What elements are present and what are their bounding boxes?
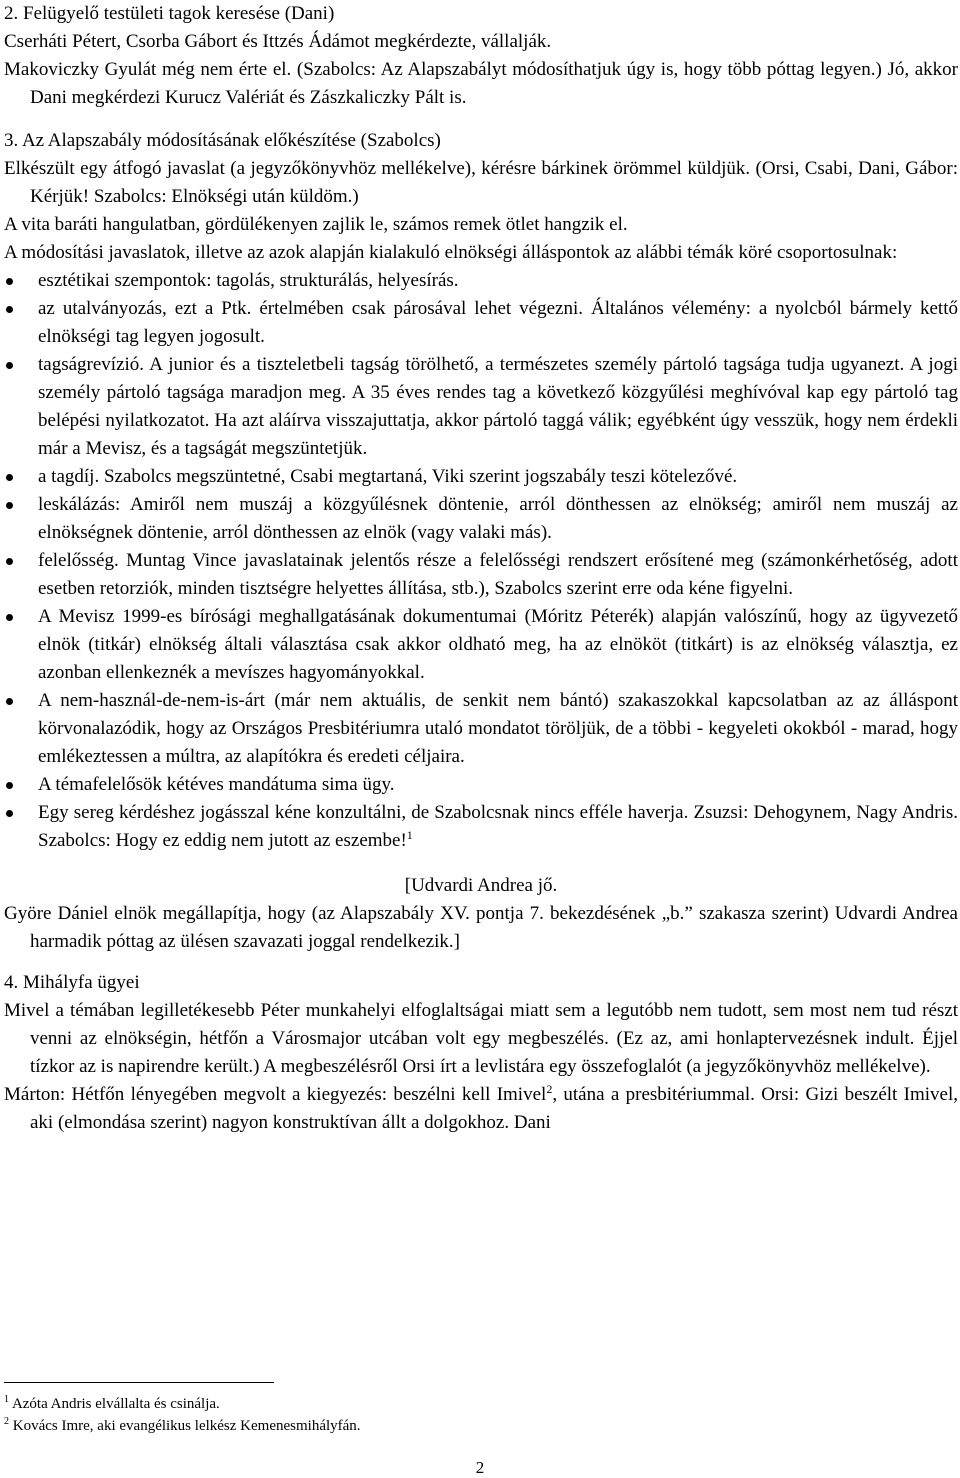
page-number: 2 [475, 1458, 485, 1477]
bullet-icon [6, 278, 13, 285]
section-3-paragraph-3: A módosítási javaslatok, illetve az azok alapján kialakuló elnökségi álláspontok az alábbi témák köré csoportosulnak: [4, 242, 898, 263]
list-item: leskálázás: Amiről nem muszáj a közgyűlésnek döntenie, arról dönthessen az elnökség; amiről nem muszáj az elnökségnek döntenie, arról dönthessen az elnök (vagy valaki más). [4, 491, 958, 547]
bullet-icon [6, 782, 13, 789]
list-item: felelősség. Muntag Vince javaslatainak jelentős része a felelősségi rendszert erősítené meg (számonkérhetőség, adott esetben retorziók, minden tisztségre helyettes állítása, stb.), Szabolcs szerint erre oda kéne figyelni. [4, 547, 958, 603]
bullet-icon [6, 502, 13, 509]
document-page [4, 0, 958, 1137]
section-2-line-1: Cserháti Pétert, Csorba Gábort és Ittzés Ádámot megkérdezte, vállalják. [4, 31, 552, 52]
section-2-heading: 2. Felügyelő testületi tagok keresése (Dani) [4, 3, 335, 24]
section-4-paragraph-1: Mivel a témában legilletékesebb Péter munkahelyi elfoglaltságai miatt sem a legutóbb nem tudott, sem most nem tud részt venni az elnökségin, hétfőn a Városmajor utcában volt egy megbeszélés. (Ez az, ami honlaptervezésnek indult. Éjjel tízkor az is napirendre került.) A megbeszélésről Orsi írt a levlistára egy összefoglalót (a jegyzőkönyvhöz mellékelve). [4, 1000, 958, 1077]
bullet-icon [6, 362, 13, 369]
list-item: A nem-használ-de-nem-is-árt (már nem aktuális, de senkit nem bántó) szakaszokkal kapcsolatban az az álláspont körvonalazódik, hogy az Országos Presbitériumra utaló mondatot töröljük, de a többi - kegyeleti okokból - marad, hogy emlékeztessen a múltra, az alapítókra és eredeti céljaira. [4, 687, 958, 771]
footnote-ref-1[interactable]: 1 [406, 828, 413, 842]
bullet-icon [6, 698, 13, 705]
list-item: esztétikai szempontok: tagolás, strukturálás, helyesírás. [4, 267, 958, 295]
bullet-icon [6, 306, 13, 313]
section-3-heading: 3. Az Alapszabály módosításának előkészítése (Szabolcs) [4, 130, 441, 151]
section-3-paragraph-1: Elkészült egy átfogó javaslat (a jegyzőkönyvhöz mellékelve), kérésre bárkinek örömmel küldjük. (Orsi, Csabi, Dani, Gábor: Kérjük! Szabolcs: Elnökségi után küldöm.) [4, 158, 958, 207]
bullet-icon [6, 558, 13, 565]
section-4-paragraph-2: Márton: Hétfőn lényegében megvolt a kiegyezés: beszélni kell Imivel$^2$, utána a presbitériummal. Orsi: Gizi beszélt Imivel, aki (elmondása szerint) nagyon konstruktívan állt a dolgokhoz. Dani [4, 1082, 958, 1133]
footnote-divider [4, 1382, 274, 1383]
list-item: A Mevisz 1999-es bírósági meghallgatásának dokumentumai (Móritz Péterék) alapján valószínű, hogy az ügyvezető elnök (titkár) elnökség általi választása csak akkor oldható meg, ha az elnököt (titkárt) is az elnökség választja, ez azonban ellenkeznék a mevíszes hagyományokkal. [4, 603, 958, 687]
list-item: az utalványozás, ezt a Ptk. értelmében csak párosával lehet végezni. Általános vélemény: a nyolcból bármely kettő elnökségi tag legyen jogosult. [4, 295, 958, 351]
bullet-icon [6, 810, 13, 817]
footnote-1: $^1$ Azóta Andris elvállalta és csinálja. [4, 1394, 220, 1412]
list-item: Egy sereg kérdéshez jogásszal kéne konzultálni, de Szabolcsnak nincs efféle haverja. Zsuzsi: Dehogynem, Nagy Andris. Szabolcs: Hogy ez eddig nem jutott az eszembe!$^1$ [4, 799, 958, 855]
list-item: A témafelelősök kétéves mandátuma sima ügy. [4, 771, 958, 799]
section-3-paragraph-2: A vita baráti hangulatban, gördülékenyen zajlik le, számos remek ötlet hangzik el. [4, 214, 628, 235]
section-4-heading: 4. Mihályfa ügyei [4, 972, 140, 993]
president-statement: Györe Dániel elnök megállapítja, hogy (az Alapszabály XV. pontja 7. bekezdésének „b.” szakasza szerint) Udvardi Andrea harmadik póttag az ülésen szavazati joggal rendelkezik.] [4, 903, 958, 952]
footnote-ref-2[interactable]: 2 [546, 1082, 553, 1096]
topic-list [4, 267, 958, 855]
bullet-icon [6, 474, 13, 481]
list-item: a tagdíj. Szabolcs megszüntetné, Csabi megtartaná, Viki szerint jogszabály teszi kötelezővé. [4, 463, 958, 491]
list-item: tagságrevízió. A junior és a tiszteletbeli tagság törölhető, a természetes személy pártoló tagsága tudja ugyanezt. A jogi személy pártoló tagsága maradjon meg. A 35 éves rendes tag a következő közgyűlési meghívóval kap egy pártoló tag belépési nyilatkozatot. Ha azt aláírva visszajuttatja, akkor pártoló taggá válik; egyébként úgy vesszük, hogy nem érdekli már a Mevisz, és a tagságát megszüntetjük. [4, 351, 958, 463]
footnote-2: $^2$ Kovács Imre, aki evangélikus lelkész Kemenesmihályfán. [4, 1416, 361, 1434]
arrival-note: [Udvardi Andrea jő. [404, 875, 558, 896]
bullet-icon [6, 614, 13, 621]
section-2-line-2: Makoviczky Gyulát még nem érte el. (Szabolcs: Az Alapszabályt módosíthatjuk úgy is, hogy több póttag legyen.) Jó, akkor Dani megkérdezi Kurucz Valériát és Zászkaliczky Pált is. [4, 59, 958, 108]
